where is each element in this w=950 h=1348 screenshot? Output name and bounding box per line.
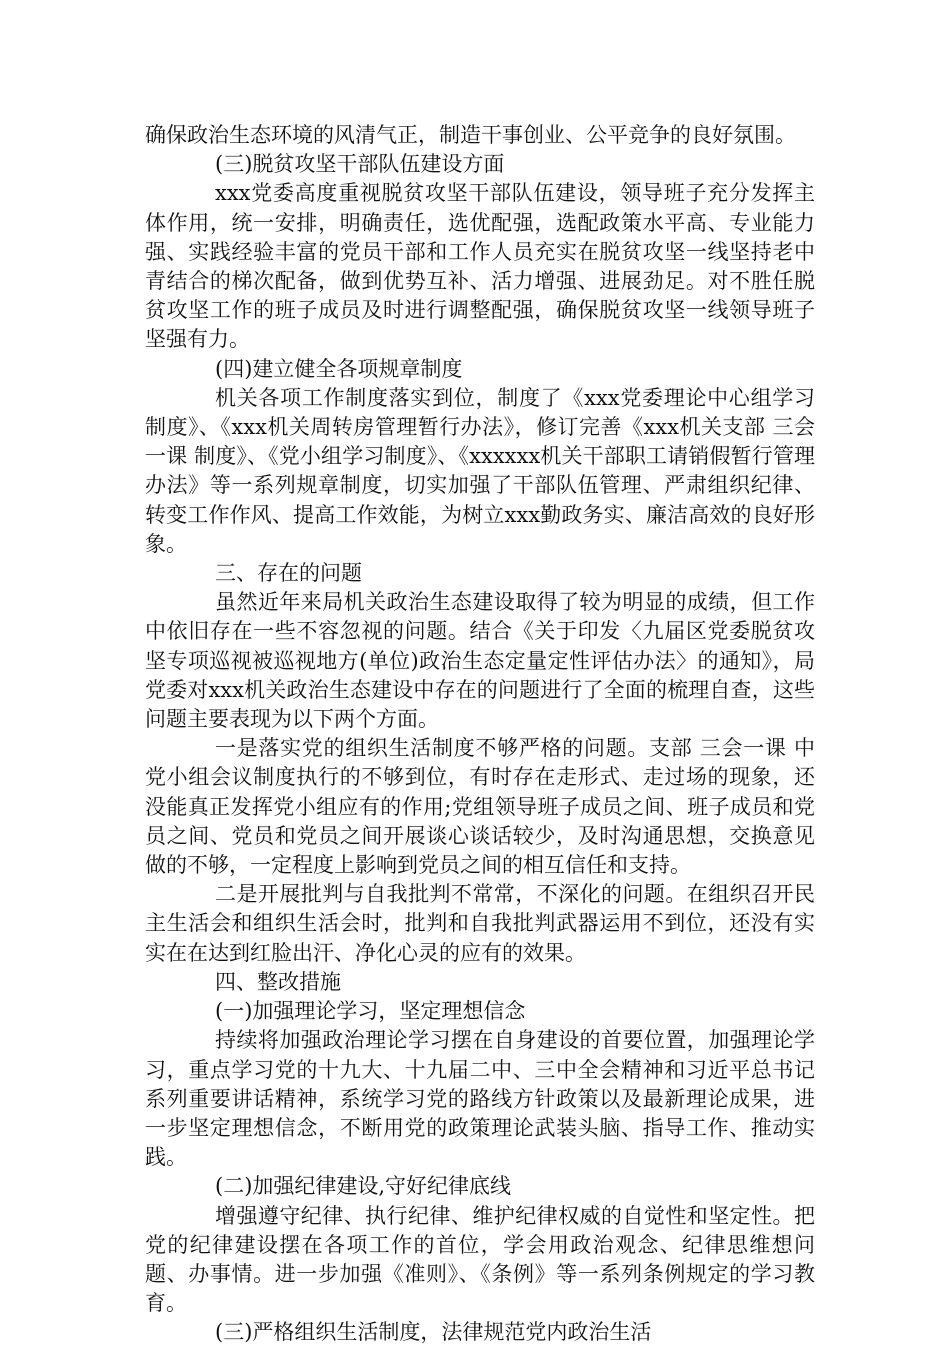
paragraph: 确保政治生态环境的风清气正，制造干事创业、公平竞争的良好氛围。 <box>145 123 796 147</box>
section-heading: 四、整改措施 <box>215 969 341 994</box>
section-heading: (三)严格组织生活制度，法律规范党内政治生活 <box>215 1320 652 1345</box>
paragraph: 二是开展批判与自我批判不常常，不深化的问题。在组织召开民主生活会和组织生活会时，批判和自我批判武器运用不到位，还没有实实在在达到红脸出汗、净化心灵的应有的效果。 <box>145 882 815 965</box>
paragraph: 虽然近年来局机关政治生态建设取得了较为明显的成绩，但工作中依旧存在一些不容忽视的问题。结合《关于印发〈九届区党委脱贫攻坚专项巡视被巡视地方(单位)政治生态定量定性评估办法〉的通知》，局党委对xxx机关政治生态建设中存在的问题进行了全面的梳理自查，这些问题主要表现为以下两个方面。 <box>145 590 815 732</box>
paragraph: xxx党委高度重视脱贫攻坚干部队伍建设，领导班子充分发挥主体作用，统一安排，明确责任，选优配强，选配政策水平高、专业能力强、实践经验丰富的党员干部和工作人员充实在脱贫攻坚一线坚持老中青结合的梯次配备，做到优势互补、活力增强、进展劲足。对不胜任脱贫攻坚工作的班子成员及时进行调整配强，确保脱贫攻坚一线领导班子坚强有力。 <box>145 181 815 352</box>
paragraph: 增强遵守纪律、执行纪律、维护纪律权威的自觉性和坚定性。把党的纪律建设摆在各项工作的首位，学会用政治观念、纪律思维想问题、办事情。进一步加强《准则》、《条例》等一系列条例规定的学习教育。 <box>145 1203 815 1316</box>
document-body <box>145 121 815 1348</box>
paragraph: 持续将加强政治理论学习摆在自身建设的首要位置，加强理论学习，重点学习党的十九大、十九届二中、三中全会精神和习近平总书记系列重要讲话精神，系统学习党的路线方针政策以及最新理论成果，进一步坚定理想信念，不断用党的政策理论武装头脑、指导工作、推动实践。 <box>145 1028 815 1170</box>
paragraph: 机关各项工作制度落实到位，制度了《xxx党委理论中心组学习制度》、《xxx机关周转房管理暂行办法》，修订完善《xxx机关支部 三会一课 制度》、《党小组学习制度》、《xxxxxx机关干部职工请销假暂行管理办法》等一系列规章制度，切实加强了干部队伍管理、严肃组织纪律、转变工作作风、提高工作效能，为树立xxx勤政务实、廉洁高效的良好形象。 <box>145 385 815 556</box>
section-heading: (二)加强纪律建设,守好纪律底线 <box>215 1174 512 1199</box>
section-heading: 三、存在的问题 <box>215 561 362 586</box>
section-heading: (三)脱贫攻坚干部队伍建设方面 <box>215 152 505 177</box>
section-heading: (四)建立健全各项规章制度 <box>215 356 463 381</box>
section-heading: (一)加强理论学习，坚定理想信念 <box>215 999 526 1024</box>
paragraph: 一是落实党的组织生活制度不够严格的问题。支部 三会一课 中党小组会议制度执行的不够到位，有时存在走形式、走过场的现象，还没能真正发挥党小组应有的作用;党组领导班子成员之间、班子成员和党员之间、党员和党员之间开展谈心谈话较少，及时沟通思想，交换意见做的不够，一定程度上影响到党员之间的相互信任和支持。 <box>145 736 815 878</box>
